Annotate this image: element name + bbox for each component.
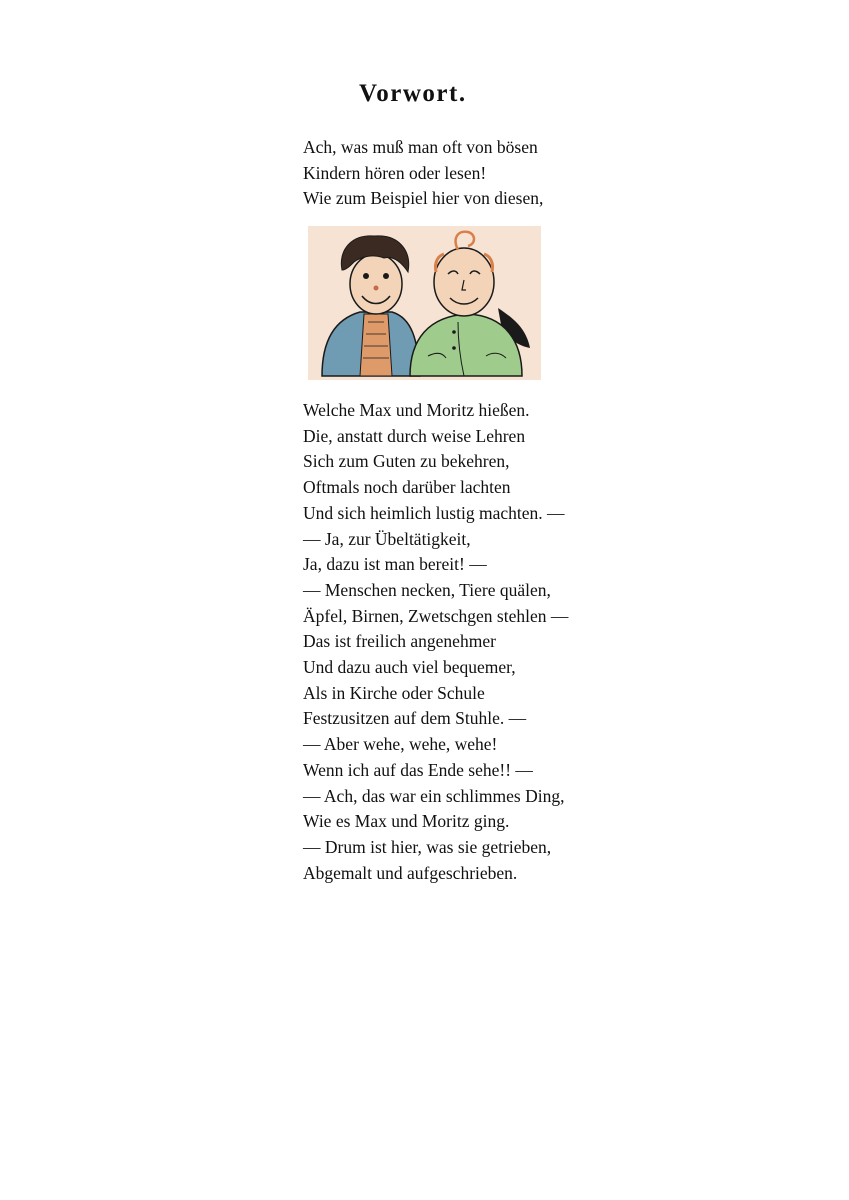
poem-line: Abgemalt und aufgeschrieben. — [303, 862, 518, 883]
poem-line: Und dazu auch viel bequemer, — [303, 657, 516, 678]
poem-line: Oftmals noch darüber lachten — [303, 477, 511, 498]
poem-line: Ach, was muß man oft von bösen — [303, 137, 538, 157]
poem-line: — Menschen necken, Tiere quälen, — [303, 579, 551, 600]
poem-line: — Ja, zur Übeltätigkeit, — [303, 528, 471, 549]
poem-line: Festzusitzen auf dem Stuhle. — — [303, 708, 527, 729]
poem-line: Kindern hören oder lesen! — [303, 162, 487, 183]
poem-line: Welche Max und Moritz hießen. — [303, 400, 530, 420]
poem-line: — Drum ist hier, was sie getrieben, — [303, 836, 552, 857]
poem-line: Ja, dazu ist man bereit! — — [303, 554, 487, 575]
poem-stanza-1 — [303, 135, 543, 212]
poem-line: — Ach, das war ein schlimmes Ding, — [303, 785, 565, 806]
page-title: Vorwort. — [359, 80, 467, 107]
poem-line: Wie es Max und Moritz ging. — [303, 811, 510, 832]
poem-line: Und sich heimlich lustig machten. — — [303, 502, 565, 523]
poem-line: Die, anstatt durch weise Lehren — [303, 425, 526, 446]
max-face — [350, 254, 402, 314]
max-shirt — [360, 314, 392, 376]
poem-line: Sich zum Guten zu bekehren, — [303, 451, 510, 472]
max-and-moritz-illustration — [308, 226, 541, 380]
poem-line: Wenn ich auf das Ende sehe!! — — [303, 759, 533, 780]
poem-line: Als in Kirche oder Schule — [303, 682, 485, 703]
poem-line: — Aber wehe, wehe, wehe! — [303, 734, 498, 755]
poem-line: Das ist freilich angenehmer — [303, 631, 496, 652]
poem-stanza-2 — [303, 398, 568, 886]
poem-line: Äpfel, Birnen, Zwetschgen stehlen — — [303, 605, 569, 626]
poem-line: Wie zum Beispiel hier von diesen, — [303, 188, 544, 209]
